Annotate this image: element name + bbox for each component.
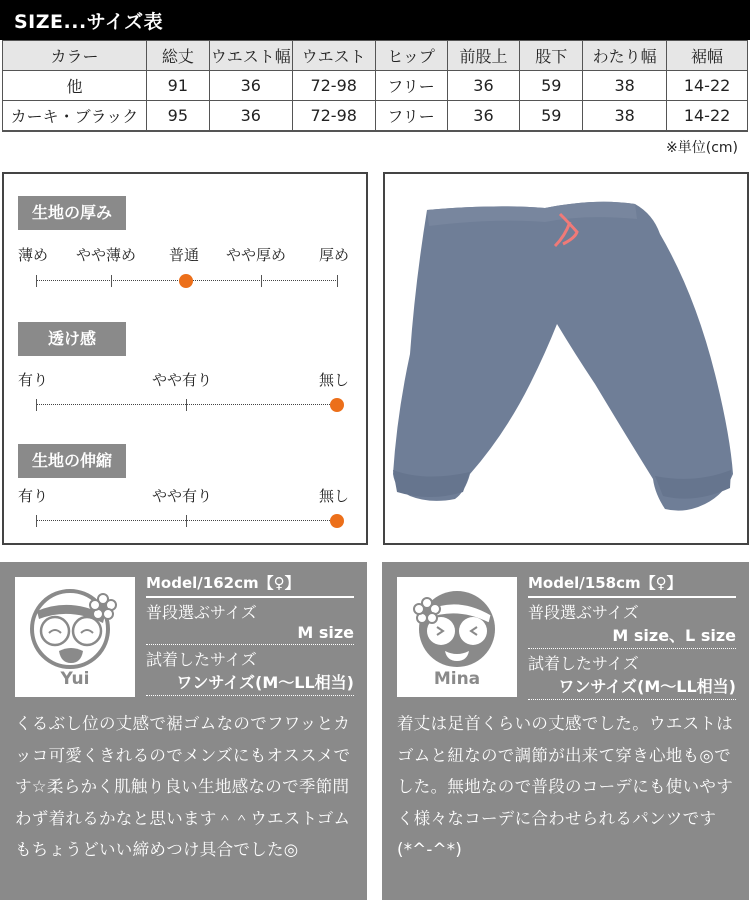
usual-size-value: M size、L size — [528, 623, 736, 649]
tried-size-value: ワンサイズ(M〜LL相当) — [146, 670, 354, 696]
cell-inseam: 59 — [520, 71, 583, 101]
model-comment: 着丈は足首くらいの丈感でした。ウエストはゴムと紐なので調節が出来て穿き心地も◎でした。無地なので普段のコーデにも使いやすく様々なコーデに合わせられるパンツです(*^-^*) — [397, 714, 733, 859]
cell-waist: 72-98 — [292, 71, 375, 101]
model-height: Model/158cm【♀】 — [528, 572, 736, 598]
stretch-indicator-dot — [330, 514, 344, 528]
sheerness-option: 無し — [319, 371, 350, 389]
thickness-option: やや厚め — [226, 246, 287, 264]
cell-total-length: 91 — [146, 71, 209, 101]
cell-hem-width: 14-22 — [667, 101, 748, 131]
table-header-row — [3, 41, 748, 71]
col-header-waist-width: ウエスト幅 — [209, 41, 292, 71]
table-row — [3, 71, 748, 101]
avatar — [15, 577, 135, 697]
model-height: Model/162cm【♀】 — [146, 572, 354, 598]
col-header-thigh-width: わたり幅 — [583, 41, 667, 71]
stretch-option: 無し — [319, 487, 350, 505]
col-header-front-rise: 前股上 — [447, 41, 520, 71]
sheerness-indicator-dot — [330, 398, 344, 412]
tried-size-label: 試着したサイズ — [146, 650, 257, 669]
thickness-option: 普通 — [169, 246, 200, 264]
col-header-waist: ウエスト — [292, 41, 375, 71]
cell-waist-width: 36 — [209, 71, 292, 101]
cell-front-rise: 36 — [447, 101, 520, 131]
model-name: Yui — [60, 669, 90, 689]
cell-thigh-width: 38 — [583, 71, 667, 101]
sheerness-option: やや有り — [152, 371, 213, 389]
stretch-label: 生地の伸縮 — [18, 444, 126, 478]
col-header-inseam: 股下 — [520, 41, 583, 71]
cell-color: カーキ・ブラック — [3, 101, 147, 131]
usual-size-value: M size — [146, 623, 354, 645]
cell-waist-width: 36 — [209, 101, 292, 131]
usual-size-label: 普段選ぶサイズ — [146, 603, 257, 622]
usual-size-label: 普段選ぶサイズ — [528, 603, 639, 622]
thickness-option: やや薄め — [76, 246, 137, 264]
size-table — [2, 40, 748, 132]
model-info — [146, 572, 354, 696]
cell-inseam: 59 — [520, 101, 583, 131]
cell-total-length: 95 — [146, 101, 209, 131]
tried-size-label: 試着したサイズ — [528, 654, 639, 673]
model-info — [528, 572, 736, 700]
thickness-label: 生地の厚み — [18, 196, 126, 230]
cell-hem-width: 14-22 — [667, 71, 748, 101]
col-header-total-length: 総丈 — [146, 41, 209, 71]
title-bar — [0, 0, 750, 40]
unit-note: ※単位(cm) — [666, 140, 738, 156]
cell-hip: フリー — [375, 71, 447, 101]
model-panel-yui — [0, 562, 367, 900]
thickness-option: 薄め — [18, 246, 49, 264]
pants-image — [385, 174, 747, 543]
stretch-option: 有り — [18, 487, 49, 505]
col-header-hem-width: 裾幅 — [667, 41, 748, 71]
cell-front-rise: 36 — [447, 71, 520, 101]
thickness-option: 厚め — [319, 246, 350, 264]
product-photo — [383, 172, 749, 545]
sheerness-scale — [36, 399, 338, 411]
avatar — [397, 577, 517, 697]
cell-color: 他 — [3, 71, 147, 101]
model-panel-mina — [382, 562, 749, 900]
fabric-characteristics-panel — [2, 172, 368, 545]
page-title: SIZE...サイズ表 — [14, 11, 164, 33]
thickness-scale — [36, 275, 338, 287]
col-header-hip: ヒップ — [375, 41, 447, 71]
cell-waist: 72-98 — [292, 101, 375, 131]
stretch-option: やや有り — [152, 487, 213, 505]
cell-hip: フリー — [375, 101, 447, 131]
cell-thigh-width: 38 — [583, 101, 667, 131]
model-name: Mina — [433, 669, 481, 689]
table-row — [3, 101, 748, 131]
tried-size-value: ワンサイズ(M〜LL相当) — [528, 674, 736, 700]
sheerness-option: 有り — [18, 371, 49, 389]
model-comment: くるぶし位の丈感で裾ゴムなのでフワッとカッコ可愛くきれるのでメンズにもオススメです☆柔らかく肌触り良い生地感なので季節問わず着れるかなと思います＾＾ウエストゴムもちょうどいい締めつけ具合でした◎ — [15, 714, 351, 859]
sheerness-label: 透け感 — [18, 322, 126, 356]
thickness-indicator-dot — [179, 274, 193, 288]
col-header-color: カラー — [3, 41, 147, 71]
stretch-scale — [36, 515, 338, 527]
